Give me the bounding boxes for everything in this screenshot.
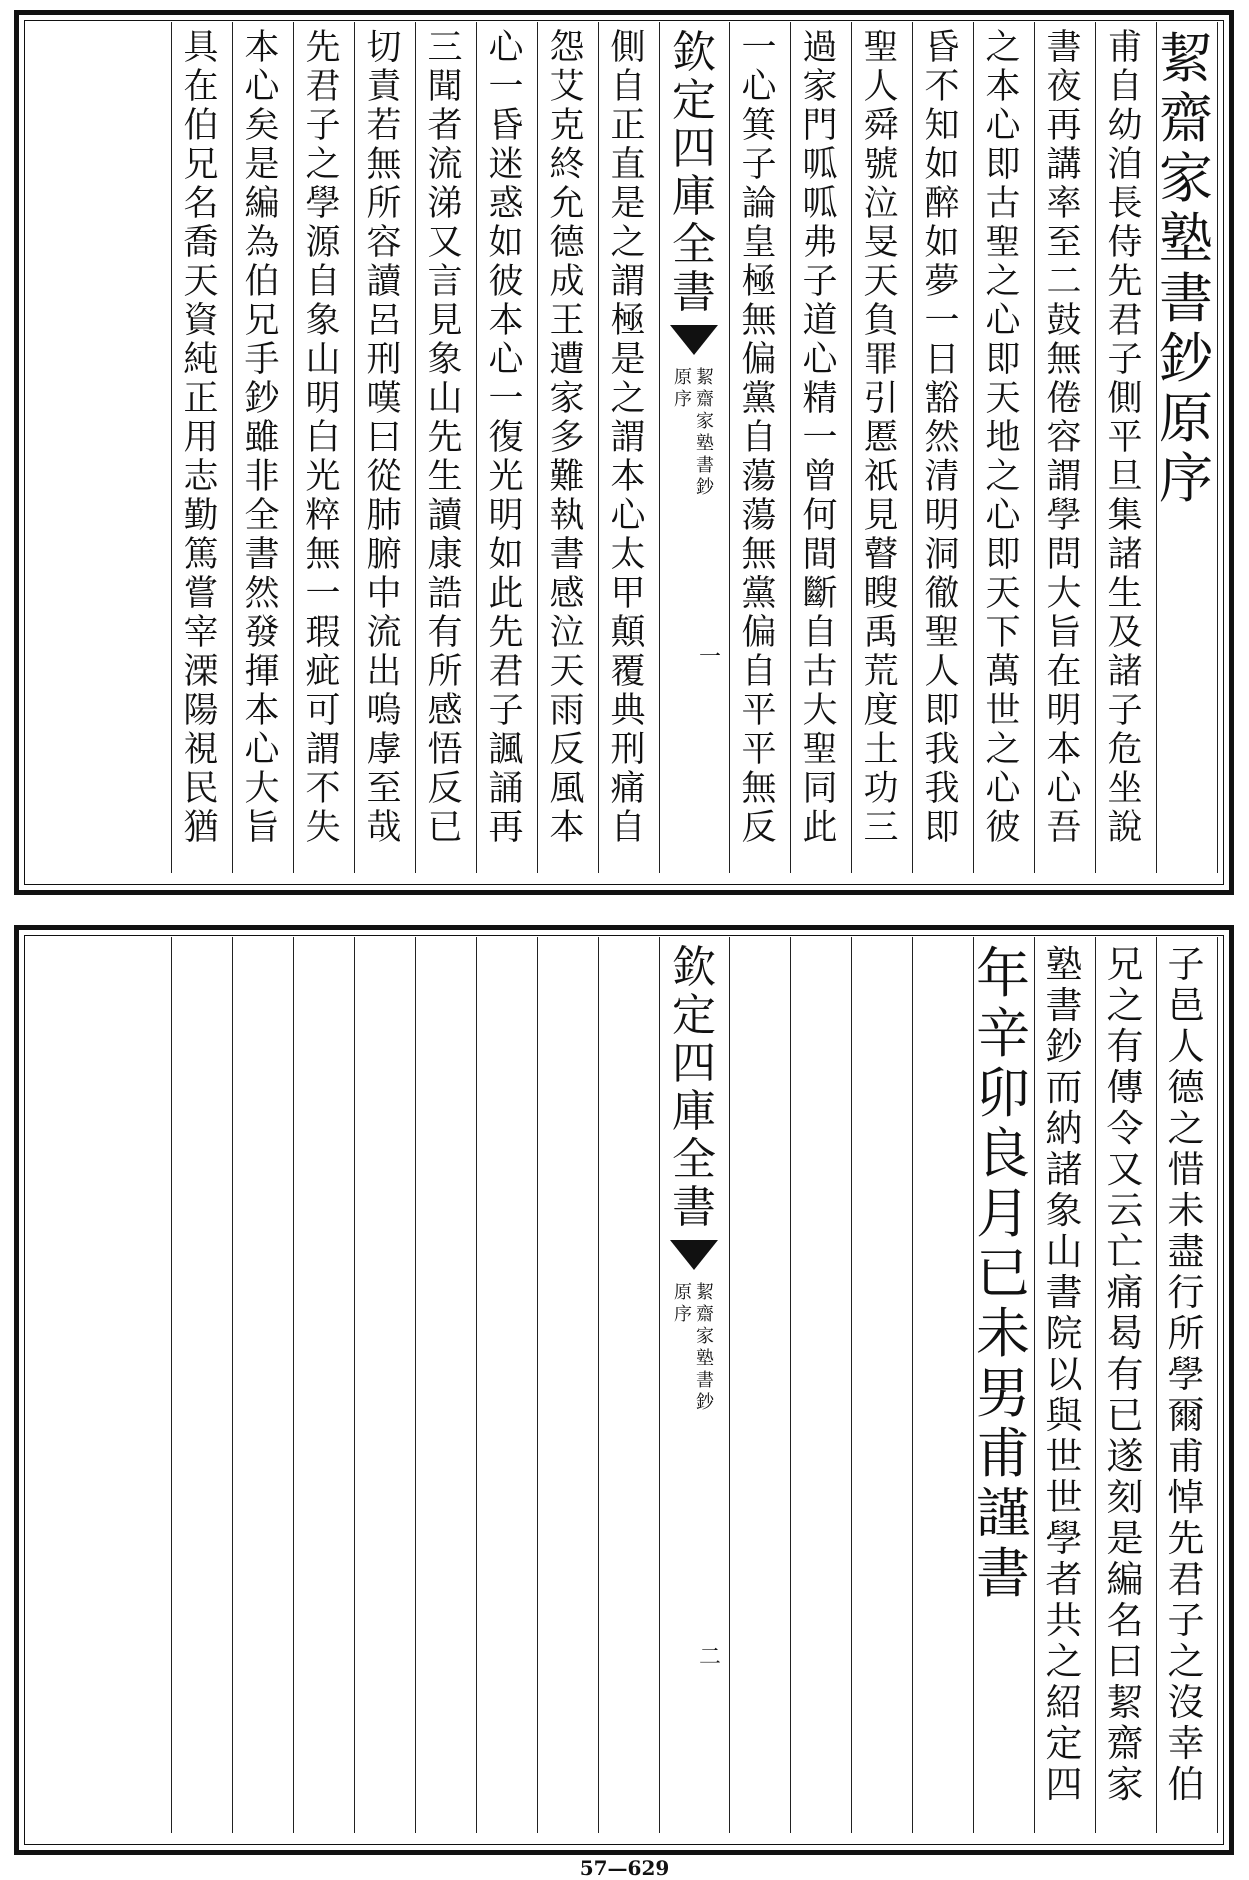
column-rule [790, 937, 791, 1833]
column-rule [171, 937, 172, 1833]
text-column: 切 責 若 無 所 容 讀 呂 刑 嘆 曰 從 肺 腑 中 流 出 嗚 虖 至 哉 [366, 29, 402, 848]
text-column: 書 夜 再 講 率 至 二 鼓 無 倦 容 謂 學 問 大 旨 在 明 本 心 吾 [1046, 29, 1082, 848]
center-title: 欽 定 四 庫 全 書 [672, 27, 716, 318]
center-subtitle [674, 367, 714, 499]
center-strip [659, 944, 729, 1414]
column-rule [476, 937, 477, 1833]
heading: 絜 齋 家 塾 書 鈔 原 序 [1159, 29, 1213, 510]
text-column: 本 心 矣 是 編 為 伯 兄 手 鈔 雖 非 全 書 然 發 揮 本 心 大 旨 [244, 29, 280, 848]
text-column: 心 一 昏 迷 惑 如 彼 本 心 一 復 光 明 如 此 先 君 子 諷 誦 再 [488, 29, 524, 848]
text-column: 子 邑 人 德 之 惜 未 盡 行 所 學 爾 甫 悼 先 君 子 之 沒 幸 伯 [1167, 944, 1205, 1806]
column-rule [293, 937, 294, 1833]
text-column: 昏 不 知 如 醉 如 夢 一 日 豁 然 清 明 洞 徹 聖 人 即 我 我 即 [924, 29, 960, 848]
column-rule [729, 937, 730, 1833]
center-subtitle-column: 原 序 [674, 1282, 692, 1325]
center-subtitle-column: 絜 齋 家 塾 書 鈔 [696, 1282, 714, 1413]
column-rule [851, 937, 852, 1833]
text-column: 先 君 子 之 學 源 自 象 山 明 白 光 粹 無 一 瑕 疵 可 謂 不 失 [305, 29, 341, 848]
folio-number: 二 [699, 1645, 722, 1670]
text-column: 之 本 心 即 古 聖 之 心 即 天 地 之 心 即 天 下 萬 世 之 心 彼 [985, 29, 1021, 848]
text-column: 過 家 門 呱 呱 弗 子 道 心 精 一 曾 何 間 斷 自 古 大 聖 同 此 [802, 29, 838, 848]
bottom-page [14, 925, 1234, 1855]
center-title: 欽 定 四 庫 全 書 [672, 942, 716, 1233]
column-rule [232, 937, 233, 1833]
top-page [14, 10, 1234, 895]
column-rule [354, 937, 355, 1833]
text-column: 兄 之 有 傳 令 又 云 亡 痛 曷 有 已 遂 刻 是 編 名 曰 絜 齋 家 [1106, 944, 1144, 1806]
text-column: 年 辛 卯 良 月 已 未 男 甫 謹 書 [976, 944, 1030, 1605]
text-column: 一 心 箕 子 論 皇 極 無 偏 黨 自 蕩 蕩 無 黨 偏 自 平 平 無 反 [741, 29, 777, 848]
text-column: 側 自 正 直 是 之 謂 極 是 之 謂 本 心 太 甲 顛 覆 典 刑 痛 自 [610, 29, 646, 848]
column-rule [537, 937, 538, 1833]
fish-tail-mark [670, 1240, 718, 1270]
fish-tail-mark [670, 325, 718, 355]
folio-number: 一 [699, 645, 722, 670]
text-column: 甫 自 幼 洎 長 侍 先 君 子 側 平 旦 集 諸 生 及 諸 子 危 坐 說 [1107, 29, 1143, 848]
column-rule [912, 937, 913, 1833]
page-number: 57—629 [579, 1856, 670, 1880]
column-rule [598, 937, 599, 1833]
text-column: 三 聞 者 流 涕 又 言 見 象 山 先 生 讀 康 誥 有 所 感 悟 反 已 [427, 29, 463, 848]
text-column: 塾 書 鈔 而 納 諸 象 山 書 院 以 與 世 世 學 者 共 之 紹 定 四 [1045, 944, 1083, 1806]
text-column: 聖 人 舜 號 泣 旻 天 負 罪 引 慝 祇 見 瞽 瞍 禹 荒 度 土 功 三 [863, 29, 899, 848]
text-column: 怨 艾 克 終 允 德 成 王 遭 家 多 難 執 書 感 泣 天 雨 反 風 本 [549, 29, 585, 848]
center-strip [659, 29, 729, 499]
text-column: 具 在 伯 兄 名 喬 天 資 純 正 用 志 勤 篤 嘗 宰 溧 陽 視 民 猶 [183, 29, 219, 848]
center-subtitle-column: 原 序 [674, 367, 692, 410]
column-rule [415, 937, 416, 1833]
center-subtitle [674, 1282, 714, 1414]
center-subtitle-column: 絜 齋 家 塾 書 鈔 [696, 367, 714, 498]
